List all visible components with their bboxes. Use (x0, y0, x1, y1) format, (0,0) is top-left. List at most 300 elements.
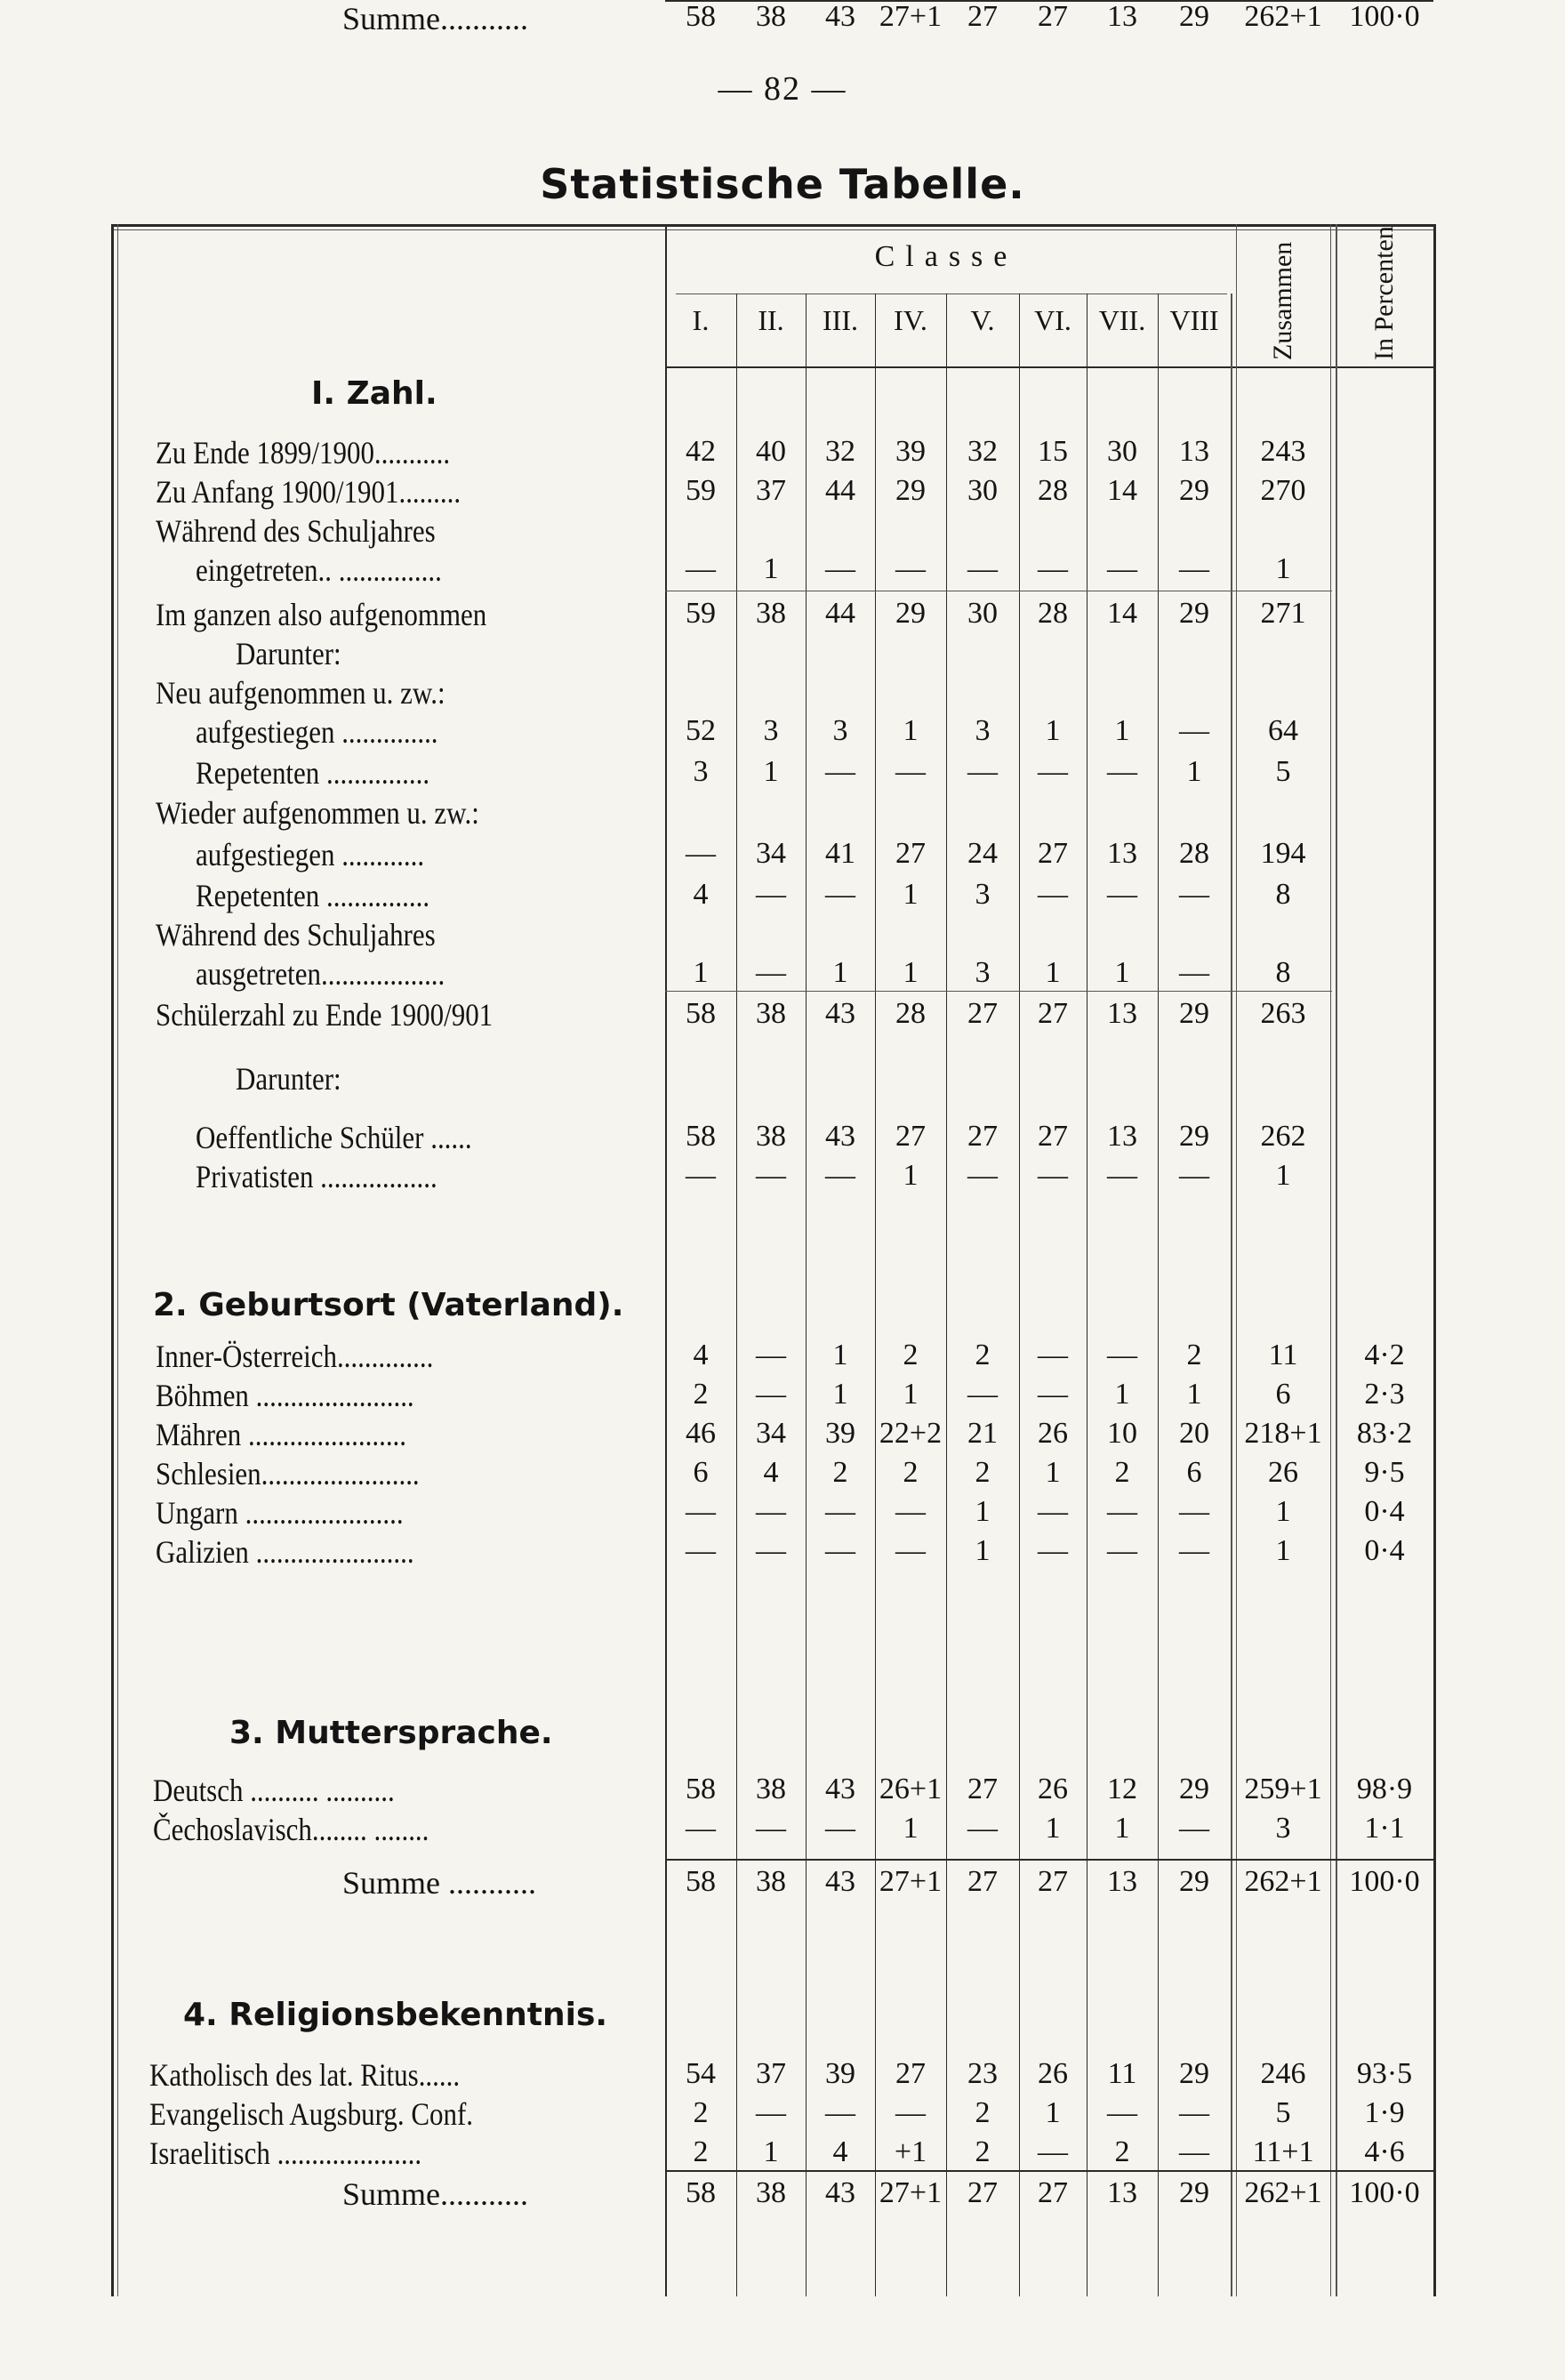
table-cell: 43 (825, 1865, 855, 1898)
table-cell: 11 (1107, 2057, 1137, 2090)
table-cell: 1 (763, 2135, 779, 2168)
table-cell: — (1107, 878, 1137, 911)
column-rule (875, 293, 876, 2296)
table-cell: — (1179, 878, 1209, 911)
row-label: Oeffentliche Schüler ...... (196, 1120, 472, 1155)
table-cell: — (1179, 1812, 1209, 1845)
row-label: Deutsch .......... .......... (153, 1773, 395, 1808)
table-cell: 32 (825, 435, 855, 468)
row-label: Galizien ....................... (156, 1534, 414, 1570)
table-cell: 29 (1179, 1865, 1209, 1898)
table-cell: 43 (825, 0, 855, 33)
table-cell: 194 (1260, 837, 1306, 870)
table-cell: 4·2 (1364, 1339, 1405, 1371)
table-cell: — (1179, 2096, 1209, 2129)
column-rule (736, 293, 737, 2296)
column-rule-double (1330, 224, 1331, 2296)
section-heading: I. Zahl. (311, 375, 437, 412)
table-cell: — (756, 956, 786, 989)
row-label: Während des Schuljahres (156, 917, 436, 953)
sum-label: Summe........... (342, 2176, 529, 2212)
table-cell: 29 (1179, 0, 1209, 33)
table-cell: 26+1 (879, 1773, 943, 1805)
table-cell: — (825, 1812, 855, 1845)
table-cell: 1 (1045, 714, 1061, 747)
row-label: Čechoslavisch........ ........ (153, 1812, 429, 1847)
table-cell: 2 (693, 1378, 709, 1411)
row-label: Schlesien....................... (156, 1456, 420, 1492)
table-cell: 38 (756, 1773, 786, 1805)
table-cell: 27 (1038, 837, 1068, 870)
table-cell: 1 (1275, 1534, 1291, 1567)
table-cell: 27+1 (879, 0, 943, 33)
table-cell: 15 (1038, 435, 1068, 468)
table-cell: 30 (967, 597, 998, 630)
table-cell: 54 (686, 2057, 716, 2090)
table-cell: 27 (967, 1773, 998, 1805)
table-cell: — (1107, 2096, 1137, 2129)
table-cell: 271 (1260, 597, 1306, 630)
table-cell: 1 (1045, 1812, 1061, 1845)
column-header: V. (970, 304, 995, 336)
row-label: Israelitisch ..................... (149, 2135, 422, 2171)
table-cell: — (1038, 1159, 1068, 1192)
row-label: Neu aufgenommen u. zw.: (156, 675, 445, 711)
table-cell: 218+1 (1244, 1417, 1322, 1450)
table-cell: 100·0 (1349, 2176, 1420, 2209)
table-cell: 13 (1107, 997, 1137, 1030)
table-cell: 2 (1186, 1339, 1202, 1371)
table-cell: 1 (903, 1378, 919, 1411)
table-cell: 14 (1107, 597, 1137, 630)
row-label: Evangelisch Augsburg. Conf. (149, 2096, 474, 2132)
row-label: Inner-Österreich.............. (156, 1339, 434, 1374)
table-cell: 38 (756, 1865, 786, 1898)
page-title: Statistische Tabelle. (540, 160, 1025, 208)
column-rule (946, 293, 947, 2296)
table-cell: — (825, 755, 855, 788)
row-rule (665, 991, 1332, 992)
table-cell: 1 (903, 714, 919, 747)
table-cell: 4 (693, 1339, 709, 1371)
section-heading: 2. Geburtsort (Vaterland). (153, 1287, 624, 1323)
table-cell: 58 (686, 2176, 716, 2209)
table-cell: 21 (967, 1417, 998, 1450)
table-cell: — (1107, 1495, 1137, 1528)
table-cell: — (895, 755, 926, 788)
table-cell: — (1179, 1495, 1209, 1528)
table-cell: 262+1 (1244, 1865, 1322, 1898)
table-cell: — (895, 1534, 926, 1567)
table-cell: 58 (686, 0, 716, 33)
table-cell: 2 (975, 2096, 991, 2129)
table-cell: 1 (1186, 1378, 1202, 1411)
column-rule (1158, 293, 1159, 2296)
table-cell: 2 (1114, 1456, 1130, 1489)
table-cell: 1 (903, 1812, 919, 1845)
sum-rule (665, 2170, 1433, 2172)
table-cell: 42 (686, 435, 716, 468)
table-cell: 29 (895, 474, 926, 507)
table-cell: 24 (967, 837, 998, 870)
table-cell: 100·0 (1349, 0, 1420, 33)
table-cell: — (756, 1812, 786, 1845)
table-cell: — (967, 1812, 998, 1845)
column-header: III. (823, 304, 858, 336)
table-cell: 29 (1179, 2176, 1209, 2209)
table-cell: 0·4 (1364, 1495, 1405, 1528)
column-header: VI. (1034, 304, 1071, 336)
column-rule (1231, 293, 1232, 2296)
table-cell: — (895, 552, 926, 585)
table-cell: — (1179, 552, 1209, 585)
table-cell: 98·9 (1356, 1773, 1413, 1805)
table-cell: 20 (1179, 1417, 1209, 1450)
table-cell: — (825, 552, 855, 585)
table-cell: — (1179, 1534, 1209, 1567)
table-cell: — (1107, 1534, 1137, 1567)
table-cell: 28 (1038, 597, 1068, 630)
column-rule-double (1236, 224, 1237, 2296)
table-cell: 37 (756, 2057, 786, 2090)
table-cell: 1 (1114, 714, 1130, 747)
column-header-total: Zusammen (1268, 241, 1297, 360)
table-cell: 38 (756, 1120, 786, 1153)
table-cell: 27 (1038, 1120, 1068, 1153)
row-label: aufgestiegen .............. (196, 714, 438, 750)
table-cell: 44 (825, 597, 855, 630)
table-cell: 246 (1260, 2057, 1306, 2090)
table-cell: — (686, 1812, 716, 1845)
table-cell: — (756, 2096, 786, 2129)
table-cell: 9·5 (1364, 1456, 1405, 1489)
row-label: Darunter: (236, 636, 341, 671)
row-label: Zu Ende 1899/1900........... (156, 435, 451, 470)
table-cell: — (825, 1534, 855, 1567)
table-cell: — (825, 1159, 855, 1192)
table-cell: 14 (1107, 474, 1137, 507)
table-cell: 2 (693, 2135, 709, 2168)
table-cell: 38 (756, 0, 786, 33)
table-cell: — (756, 878, 786, 911)
table-cell: 2 (1114, 2135, 1130, 2168)
row-label: Repetenten ............... (196, 755, 430, 791)
table-cell: 39 (825, 2057, 855, 2090)
table-cell: 2 (975, 1456, 991, 1489)
table-cell: 262+1 (1244, 0, 1322, 33)
table-cell: — (1038, 2135, 1068, 2168)
table-cell: — (1107, 755, 1137, 788)
table-cell: 32 (967, 435, 998, 468)
column-rule (1019, 293, 1020, 2296)
table-cell: 2 (975, 1339, 991, 1371)
table-cell: 270 (1260, 474, 1306, 507)
table-cell: — (756, 1339, 786, 1371)
table-cell: 26 (1038, 2057, 1068, 2090)
table-cell: 22+2 (879, 1417, 943, 1450)
table-cell: 27+1 (879, 2176, 943, 2209)
table-cell: — (895, 2096, 926, 2129)
table-cell: — (1038, 1339, 1068, 1371)
table-cell: 29 (1179, 1120, 1209, 1153)
table-cell: 13 (1107, 1865, 1137, 1898)
table-cell: 1 (975, 1534, 991, 1567)
table-cell: 39 (895, 435, 926, 468)
table-cell: 83·2 (1356, 1417, 1413, 1450)
table-cell: — (967, 1159, 998, 1192)
table-cell: 27 (895, 837, 926, 870)
table-cell: — (756, 1534, 786, 1567)
table-cell: 1 (832, 1339, 848, 1371)
table-cell: 8 (1275, 956, 1291, 989)
table-cell: 263 (1260, 997, 1306, 1030)
row-label: eingetreten.. ............... (196, 552, 442, 588)
table-cell: 1 (1275, 1159, 1291, 1192)
table-cell: 27+1 (879, 1865, 943, 1898)
table-cell: 11+1 (1252, 2135, 1314, 2168)
table-cell: 1 (903, 956, 919, 989)
table-cell: 27 (967, 1120, 998, 1153)
table-cell: 27 (1038, 0, 1068, 33)
table-cell: — (825, 878, 855, 911)
row-label: Schülerzahl zu Ende 1900/901 (156, 997, 494, 1033)
table-cell: 3 (693, 755, 709, 788)
table-cell: 243 (1260, 435, 1306, 468)
table-cell: 4 (832, 2135, 848, 2168)
table-cell: 8 (1275, 878, 1291, 911)
table-cell: 4 (763, 1456, 779, 1489)
header-bottom-rule (665, 366, 1433, 368)
table-cell: — (756, 1378, 786, 1411)
table-cell: 1 (1114, 1378, 1130, 1411)
table-cell: — (1179, 956, 1209, 989)
table-cell: 0·4 (1364, 1534, 1405, 1567)
row-label: Während des Schuljahres (156, 513, 436, 549)
table-cell: 5 (1275, 2096, 1291, 2129)
table-cell: 1 (1114, 1812, 1130, 1845)
table-cell: 58 (686, 997, 716, 1030)
table-cell: 3 (832, 714, 848, 747)
table-cell: 44 (825, 474, 855, 507)
table-cell: 3 (975, 878, 991, 911)
table-cell: — (1038, 1534, 1068, 1567)
row-label: Mähren ....................... (156, 1417, 407, 1452)
table-cell: 93·5 (1356, 2057, 1413, 2090)
table-cell: — (686, 1534, 716, 1567)
table-cell: 13 (1107, 1120, 1137, 1153)
table-cell: 27 (967, 2176, 998, 2209)
table-cell: 3 (763, 714, 779, 747)
table-cell: — (686, 552, 716, 585)
row-label: Repetenten ............... (196, 878, 430, 913)
table-cell: 43 (825, 1773, 855, 1805)
table-cell: 3 (1275, 1812, 1291, 1845)
row-label: Privatisten ................. (196, 1159, 437, 1194)
table-cell: 100·0 (1349, 1865, 1420, 1898)
table-cell: 29 (1179, 2057, 1209, 2090)
table-cell: 37 (756, 474, 786, 507)
table-cell: 58 (686, 1773, 716, 1805)
column-header: I. (692, 304, 710, 336)
table-cell: 28 (895, 997, 926, 1030)
column-header-percent: In Percenten (1369, 226, 1399, 360)
table-cell: +1 (894, 2135, 927, 2168)
table-cell: 29 (1179, 997, 1209, 1030)
table-cell: 13 (1107, 0, 1137, 33)
column-header: VII. (1098, 304, 1146, 336)
table-cell: 11 (1268, 1339, 1298, 1371)
table-cell: 59 (686, 474, 716, 507)
row-label: Wieder aufgenommen u. zw.: (156, 795, 479, 831)
table-cell: — (1038, 878, 1068, 911)
table-cell: — (967, 755, 998, 788)
page-number: — 82 — (718, 70, 847, 108)
table-cell: 262+1 (1244, 2176, 1322, 2209)
table-cell: — (686, 837, 716, 870)
table-cell: 39 (825, 1417, 855, 1450)
table-cell: 1 (903, 878, 919, 911)
table-cell: 46 (686, 1417, 716, 1450)
column-rule (806, 293, 807, 2296)
row-label: Im ganzen also aufgenommen (156, 597, 487, 632)
table-cell: 38 (756, 997, 786, 1030)
table-cell: 1 (903, 1159, 919, 1192)
table-cell: 4 (693, 878, 709, 911)
table-cell: — (1038, 1495, 1068, 1528)
table-cell: 38 (756, 2176, 786, 2209)
row-label: aufgestiegen ............ (196, 837, 425, 872)
row-label: ausgetreten.................. (196, 956, 445, 992)
table-cell: 38 (756, 597, 786, 630)
sum-label: Summe........... (342, 1, 529, 36)
table-cell: 29 (1179, 597, 1209, 630)
table-left-rule-thin (117, 224, 118, 2296)
table-cell: 27 (1038, 997, 1068, 1030)
table-cell: 262 (1260, 1120, 1306, 1153)
table-cell: 34 (756, 837, 786, 870)
sum-label: Summe ........... (342, 1865, 537, 1901)
table-cell: — (1038, 755, 1068, 788)
table-cell: 64 (1268, 714, 1298, 747)
table-cell: 27 (967, 997, 998, 1030)
table-cell: 2·3 (1364, 1378, 1405, 1411)
table-cell: 1 (1275, 552, 1291, 585)
table-cell: 27 (1038, 2176, 1068, 2209)
table-cell: 1·9 (1364, 2096, 1405, 2129)
table-cell: 30 (967, 474, 998, 507)
table-cell: — (1107, 552, 1137, 585)
header-classe: Classe (874, 240, 1018, 273)
table-cell: 58 (686, 1120, 716, 1153)
table-cell: 3 (975, 956, 991, 989)
table-cell: 259+1 (1244, 1773, 1322, 1805)
table-cell: 1 (832, 1378, 848, 1411)
table-cell: 58 (686, 1865, 716, 1898)
table-cell: 3 (975, 714, 991, 747)
table-cell: — (1107, 1159, 1137, 1192)
table-cell: 1 (1186, 755, 1202, 788)
row-label: Ungarn ....................... (156, 1495, 404, 1531)
column-header: IV. (894, 304, 927, 336)
table-cell: 30 (1107, 435, 1137, 468)
table-cell: 26 (1268, 1456, 1298, 1489)
table-cell: — (1038, 552, 1068, 585)
table-cell: 1 (693, 956, 709, 989)
table-cell: 27 (895, 2057, 926, 2090)
column-header: VIII (1169, 304, 1219, 336)
table-cell: — (967, 552, 998, 585)
table-cell: 27 (1038, 1865, 1068, 1898)
table-cell: 6 (1186, 1456, 1202, 1489)
table-cell: — (895, 1495, 926, 1528)
table-cell: — (1179, 714, 1209, 747)
table-cell: 59 (686, 597, 716, 630)
table-top-rule (111, 224, 1436, 227)
table-cell: — (1107, 1339, 1137, 1371)
sum-rule (665, 1859, 1433, 1861)
column-header: II. (758, 304, 784, 336)
table-cell: 2 (903, 1456, 919, 1489)
table-cell: 1 (1045, 1456, 1061, 1489)
table-cell: 1 (975, 1495, 991, 1528)
table-top-rule-thin (111, 229, 1436, 230)
table-cell: 6 (693, 1456, 709, 1489)
table-cell: 27 (895, 1120, 926, 1153)
table-cell: — (1179, 2135, 1209, 2168)
table-cell: — (686, 1495, 716, 1528)
table-cell: 43 (825, 1120, 855, 1153)
table-cell: 26 (1038, 1417, 1068, 1450)
table-cell: 27 (967, 0, 998, 33)
table-cell: — (967, 1378, 998, 1411)
table-cell: 28 (1038, 474, 1068, 507)
table-right-rule (1433, 224, 1436, 2296)
table-cell: 2 (903, 1339, 919, 1371)
table-cell: 29 (1179, 1773, 1209, 1805)
row-label: Böhmen ....................... (156, 1378, 414, 1413)
table-cell: 1 (1275, 1495, 1291, 1528)
table-cell: 1 (1045, 956, 1061, 989)
table-cell: — (825, 1495, 855, 1528)
table-cell: — (756, 1495, 786, 1528)
table-cell: 2 (832, 1456, 848, 1489)
row-label: Katholisch des lat. Ritus...... (149, 2057, 461, 2093)
table-cell: 23 (967, 2057, 998, 2090)
row-label: Zu Anfang 1900/1901......... (156, 474, 461, 510)
table-cell: — (825, 2096, 855, 2129)
table-cell: 29 (1179, 474, 1209, 507)
table-left-rule (111, 224, 114, 2296)
table-cell: 5 (1275, 755, 1291, 788)
classe-underline (676, 293, 1227, 294)
table-cell: 1 (763, 755, 779, 788)
table-cell: 26 (1038, 1773, 1068, 1805)
table-cell: 10 (1107, 1417, 1137, 1450)
table-cell: 13 (1107, 837, 1137, 870)
table-cell: 1 (1045, 2096, 1061, 2129)
table-cell: 43 (825, 2176, 855, 2209)
table-cell: 34 (756, 1417, 786, 1450)
section-heading: 3. Muttersprache. (229, 1715, 553, 1751)
table-cell: — (1179, 1159, 1209, 1192)
table-cell: 1 (763, 552, 779, 585)
table-cell: 41 (825, 837, 855, 870)
table-cell: 4·6 (1364, 2135, 1405, 2168)
table-cell: 1 (1114, 956, 1130, 989)
table-cell: 1·1 (1364, 1812, 1405, 1845)
table-cell: 1 (832, 956, 848, 989)
table-cell: — (686, 1159, 716, 1192)
